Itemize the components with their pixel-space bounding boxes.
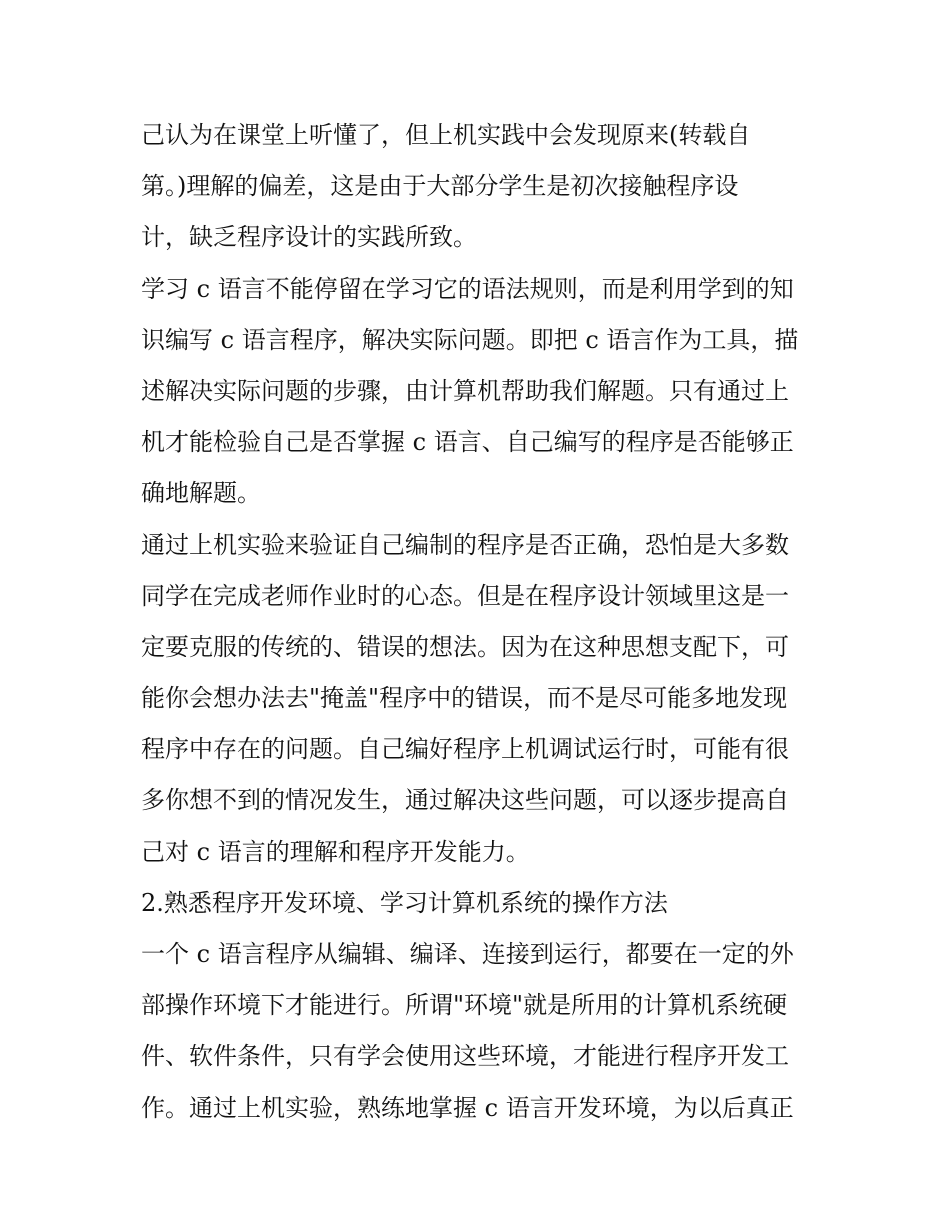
text-line: 计，缺乏程序设计的实践所致。 [141,223,477,252]
text-line: 识编写 c 语言程序，解决实际问题。即把 c 语言作为工具，描 [141,325,799,354]
text-line: 多你想不到的情况发生，通过解决这些问题，可以逐步提高自 [141,786,789,815]
text-line: 学习 c 语言不能停留在学习它的语法规则，而是利用学到的知 [141,274,794,303]
text-line: 一个 c 语言程序从编辑、编译、连接到运行，都要在一定的外 [141,940,794,968]
text-line: 通过上机实验来验证自己编制的程序是否正确，恐怕是大多数 [141,530,789,559]
text-line: 机才能检验自己是否掌握 c 语言、自己编写的程序是否能够正 [141,428,794,457]
text-line: 作。通过上机实验，熟练地掌握 c 语言开发环境，为以后真正 [141,1093,794,1122]
document-body [141,110,821,1134]
text-line: 同学在完成老师作业时的心态。但是在程序设计领域里这是一 [141,581,789,610]
text-line: 定要克服的传统的、错误的想法。因为在这种思想支配下，可 [141,632,789,661]
text-line: 件、软件条件，只有学会使用这些环境，才能进行程序开发工 [141,1042,789,1071]
section-heading: 2.熟悉程序开发环境、学习计算机系统的操作方法 [141,888,668,917]
text-line: 己对 c 语言的理解和程序开发能力。 [141,837,530,866]
text-line: 述解决实际问题的步骤，由计算机帮助我们解题。只有通过上 [141,376,789,405]
text-line: 第。)理解的偏差，这是由于大部分学生是初次接触程序设 [141,172,739,201]
text-line: 程序中存在的问题。自己编好程序上机调试运行时，可能有很 [141,735,789,764]
text-line: 己认为在课堂上听懂了，但上机实践中会发现原来(转载自 [141,121,751,149]
text-line: 部操作环境下才能进行。所谓"环境"就是所用的计算机系统硬 [141,991,788,1020]
text-line: 确地解题。 [141,479,261,508]
text-line: 能你会想办法去"掩盖"程序中的错误，而不是尽可能多地发现 [141,684,788,713]
